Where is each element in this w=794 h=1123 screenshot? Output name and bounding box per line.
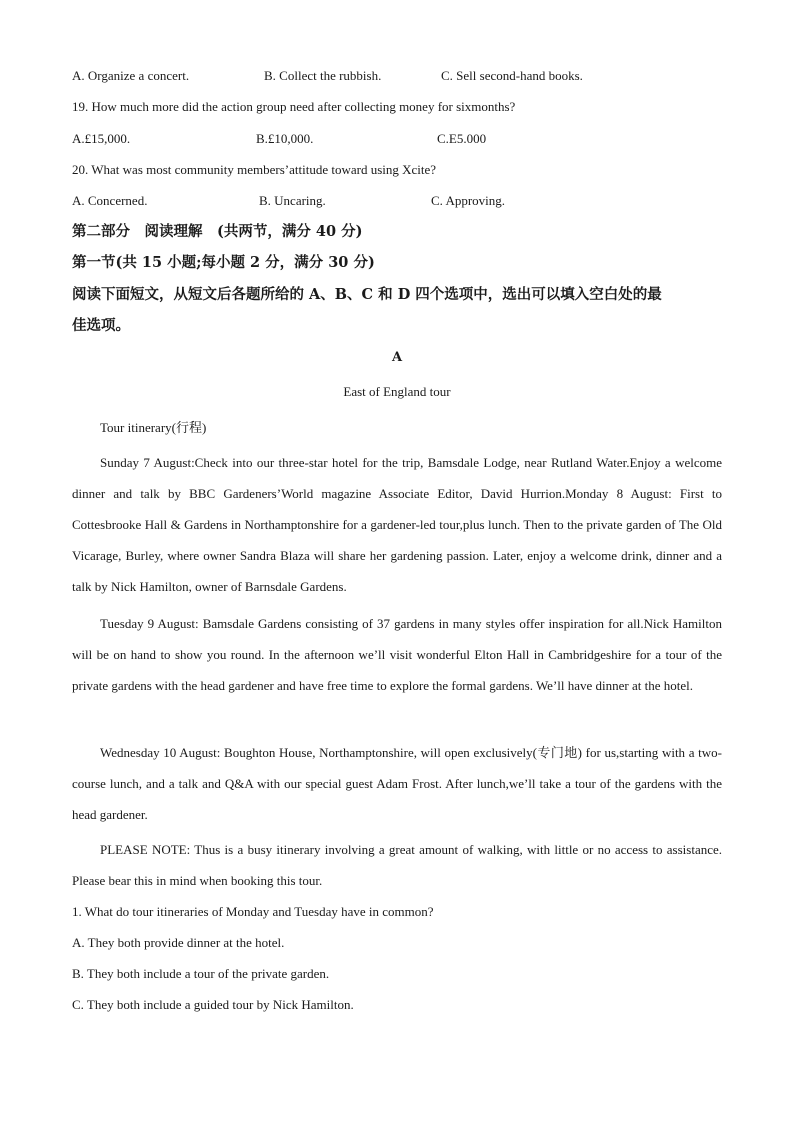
paragraph-text: Wednesday 10 August: Boughton House, Northamptonshire, will open exclusively(专门地) for us,starting with a two- course lunch, and a talk and Q&A with our special guest Adam Frost. After lunch,we’ll take a tour of the gardens with the head gardener. (72, 745, 722, 822)
q1-option-b: B. They both include a tour of the private garden. (72, 966, 330, 981)
passage-subtitle: Tour itinerary(行程) (100, 420, 207, 435)
q19-question: 19. How much more did the action group need after collecting money for sixmonths? (72, 99, 516, 114)
q20-question: 20. What was most community members’attitude toward using Xcite? (72, 162, 437, 177)
q20-option-b: B. Uncaring. (259, 193, 326, 208)
paragraph-text: PLEASE NOTE: Thus is a busy itinerary involving a great amount of walking, with little or no access to assistance. Please bear this in mind when booking this tour. (72, 842, 722, 888)
q19-option-b: B.£10,000. (256, 131, 314, 146)
q19-option-c: C.E5.000 (437, 131, 487, 146)
passage-title: East of England tour (343, 384, 451, 399)
q18-option-a: A. Organize a concert. (72, 68, 190, 83)
q1-question: 1. What do tour itineraries of Monday and Tuesday have in common? (72, 904, 434, 919)
q18-option-c: C. Sell second-hand books. (441, 68, 583, 83)
q18-option-b: B. Collect the rubbish. (264, 68, 382, 83)
q1-option-c: C. They both include a guided tour by Nick Hamilton. (72, 997, 354, 1012)
q20-option-a: A. Concerned. (72, 193, 148, 208)
section-part2-heading: 第二部分 阅读理解 (共两节，满分 40 分) (72, 223, 363, 240)
q20-option-c: C. Approving. (431, 193, 506, 208)
q19-option-a: A.£15,000. (72, 131, 131, 146)
instruction-line-2: 佳选项。 (72, 317, 130, 334)
paragraph-sunday-monday (72, 447, 722, 602)
paragraph-tuesday (72, 608, 722, 701)
paragraph-text: Sunday 7 August:Check into our three-star hotel for the trip, Bamsdale Lodge, near Rutland Water.Enjoy a welcome dinner and talk by BBC Gardeners’World magazine Associate Editor, David Hurrion.Monday 8 August: First to Cottesbrooke Hall & Gardens in Northamptonshire for a gardener-led tour,plus lunch. Then to the private garden of The Old Vicarage, Burley, where owner Sandra Blaza will share her gardening passion. Later, enjoy a welcome drink, dinner and a talk by Nick Hamilton, owner of Barnsdale Gardens. (72, 455, 722, 594)
instruction-line-1: 阅读下面短文，从短文后各题所给的 A、B、C 和 D 四个选项中，选出可以填入空白处的最 (72, 286, 662, 303)
paragraph-wednesday (72, 737, 722, 830)
paragraph-note (72, 834, 722, 896)
section1-heading: 第一节(共 15 小题;每小题 2 分，满分 30 分) (72, 254, 375, 271)
q1-option-a: A. They both provide dinner at the hotel. (72, 935, 285, 950)
passage-letter: A (391, 350, 403, 365)
paragraph-text: Tuesday 9 August: Bamsdale Gardens consisting of 37 gardens in many styles offer inspiration for all.Nick Hamilton will be on hand to show you round. In the afternoon we’ll visit wonderful Elton Hall in Cambridgeshire for a tour of the private gardens with the head gardener and have free time to explore the formal gardens. We’ll have dinner at the hotel. (72, 616, 722, 693)
